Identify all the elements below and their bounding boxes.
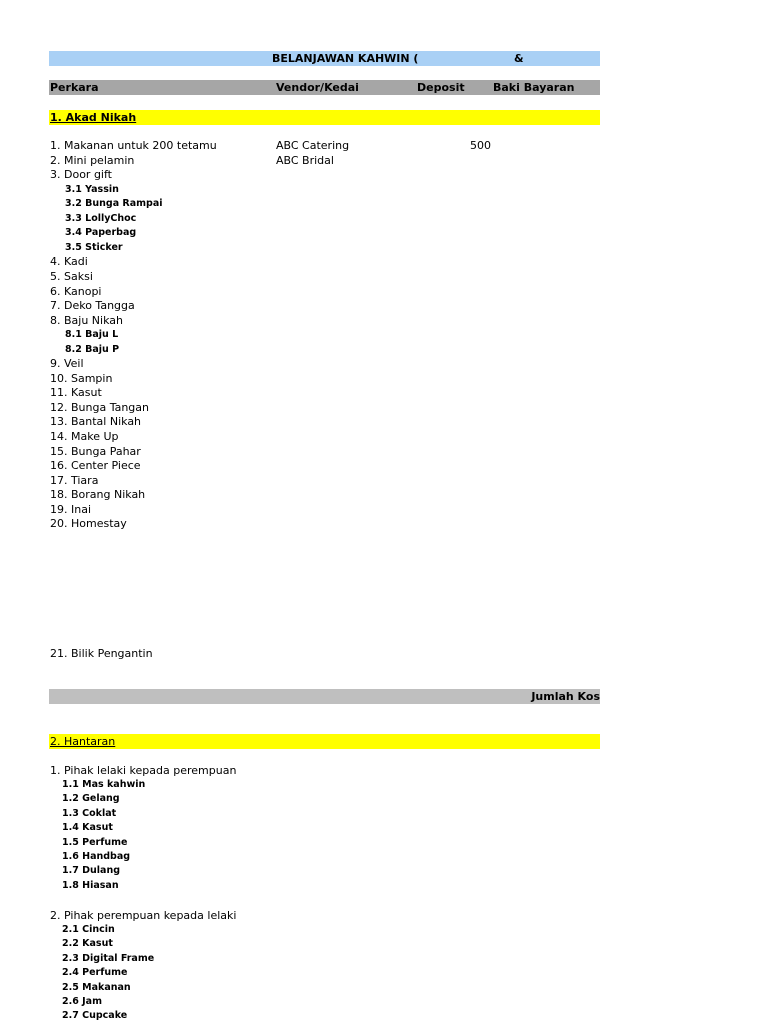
section2-heading: 2. Hantaran bbox=[50, 735, 116, 748]
group-label: 1. Pihak lelaki kepada perempuan bbox=[50, 764, 237, 777]
list-item: 4. Kadi bbox=[50, 255, 88, 269]
list-item: 13. Bantal Nikah bbox=[50, 415, 142, 429]
list-item: 1. Makanan untuk 200 tetamu bbox=[50, 139, 217, 152]
budget-sheet bbox=[49, 0, 600, 1024]
list-item: 8. Baju Nikah bbox=[50, 313, 123, 327]
header-perkara: Perkara bbox=[50, 81, 99, 94]
sub-item: 8.1 Baju L bbox=[65, 329, 119, 341]
total-band bbox=[49, 689, 600, 704]
list-item: 19. Inai bbox=[50, 502, 92, 516]
deposit-cell: 500 bbox=[470, 139, 491, 152]
sub-item: 1.4 Kasut bbox=[62, 822, 113, 834]
header-baki-bayaran: Baki Bayaran bbox=[493, 81, 575, 94]
sub-item: 2.4 Perfume bbox=[62, 967, 128, 979]
list-item: 2. Mini pelamin bbox=[50, 153, 135, 167]
sub-item: 1.7 Dulang bbox=[62, 865, 121, 877]
list-item: 18. Borang Nikah bbox=[50, 488, 146, 502]
header-vendor: Vendor/Kedai bbox=[276, 81, 359, 94]
sub-item: 1.8 Hiasan bbox=[62, 879, 119, 891]
list-item: 20. Homestay bbox=[50, 517, 127, 531]
list-item: 14. Make Up bbox=[50, 430, 119, 443]
sub-item: 3.3 LollyChoc bbox=[65, 212, 137, 224]
sub-item: 2.2 Kasut bbox=[62, 938, 113, 950]
header-deposit: Deposit bbox=[417, 81, 465, 94]
sub-item: 8.2 Baju P bbox=[65, 343, 120, 355]
sub-item: 1.6 Handbag bbox=[62, 851, 131, 862]
sub-item: 3.2 Bunga Rampai bbox=[65, 198, 163, 210]
list-item: 5. Saksi bbox=[50, 269, 93, 283]
list-item: 9. Veil bbox=[50, 357, 84, 371]
sub-item: 3.5 Sticker bbox=[65, 241, 123, 253]
section2-band bbox=[49, 734, 600, 749]
sub-item: 2.7 Cupcake bbox=[62, 1010, 128, 1022]
list-item: 21. Bilik Pengantin bbox=[50, 647, 153, 660]
sheet-title: BELANJAWAN KAHWIN ( bbox=[272, 52, 419, 65]
list-item: 11. Kasut bbox=[50, 386, 102, 400]
sub-item: 1.3 Coklat bbox=[62, 807, 117, 819]
list-item: 15. Bunga Pahar bbox=[50, 444, 141, 458]
group-label: 2. Pihak perempuan kepada lelaki bbox=[50, 909, 237, 922]
sub-item: 3.4 Paperbag bbox=[65, 227, 137, 239]
vendor-cell: ABC Catering bbox=[276, 139, 350, 152]
list-item: 10. Sampin bbox=[50, 371, 113, 385]
list-item: 7. Deko Tangga bbox=[50, 299, 135, 313]
sub-item: 1.2 Gelang bbox=[62, 793, 120, 805]
list-item: 12. Bunga Tangan bbox=[50, 400, 150, 414]
list-item: 6. Kanopi bbox=[50, 284, 102, 298]
list-item: 17. Tiara bbox=[50, 473, 99, 487]
sheet-title-ampersand: & bbox=[514, 52, 524, 65]
sub-item: 3.1 Yassin bbox=[65, 183, 119, 195]
sub-item: 2.1 Cincin bbox=[62, 924, 115, 935]
sub-item: 2.3 Digital Frame bbox=[62, 952, 155, 964]
list-item: 3. Door gift bbox=[50, 168, 112, 182]
sub-item: 1.1 Mas kahwin bbox=[62, 779, 146, 790]
sub-item: 2.5 Makanan bbox=[62, 981, 131, 993]
sub-item: 1.5 Perfume bbox=[62, 836, 128, 848]
list-item: 16. Center Piece bbox=[50, 459, 141, 473]
sub-item: 2.6 Jam bbox=[62, 996, 102, 1007]
section1-heading: 1. Akad Nikah bbox=[50, 111, 137, 124]
vendor-cell: ABC Bridal bbox=[276, 153, 334, 167]
total-label: Jumlah Kos bbox=[531, 690, 600, 703]
